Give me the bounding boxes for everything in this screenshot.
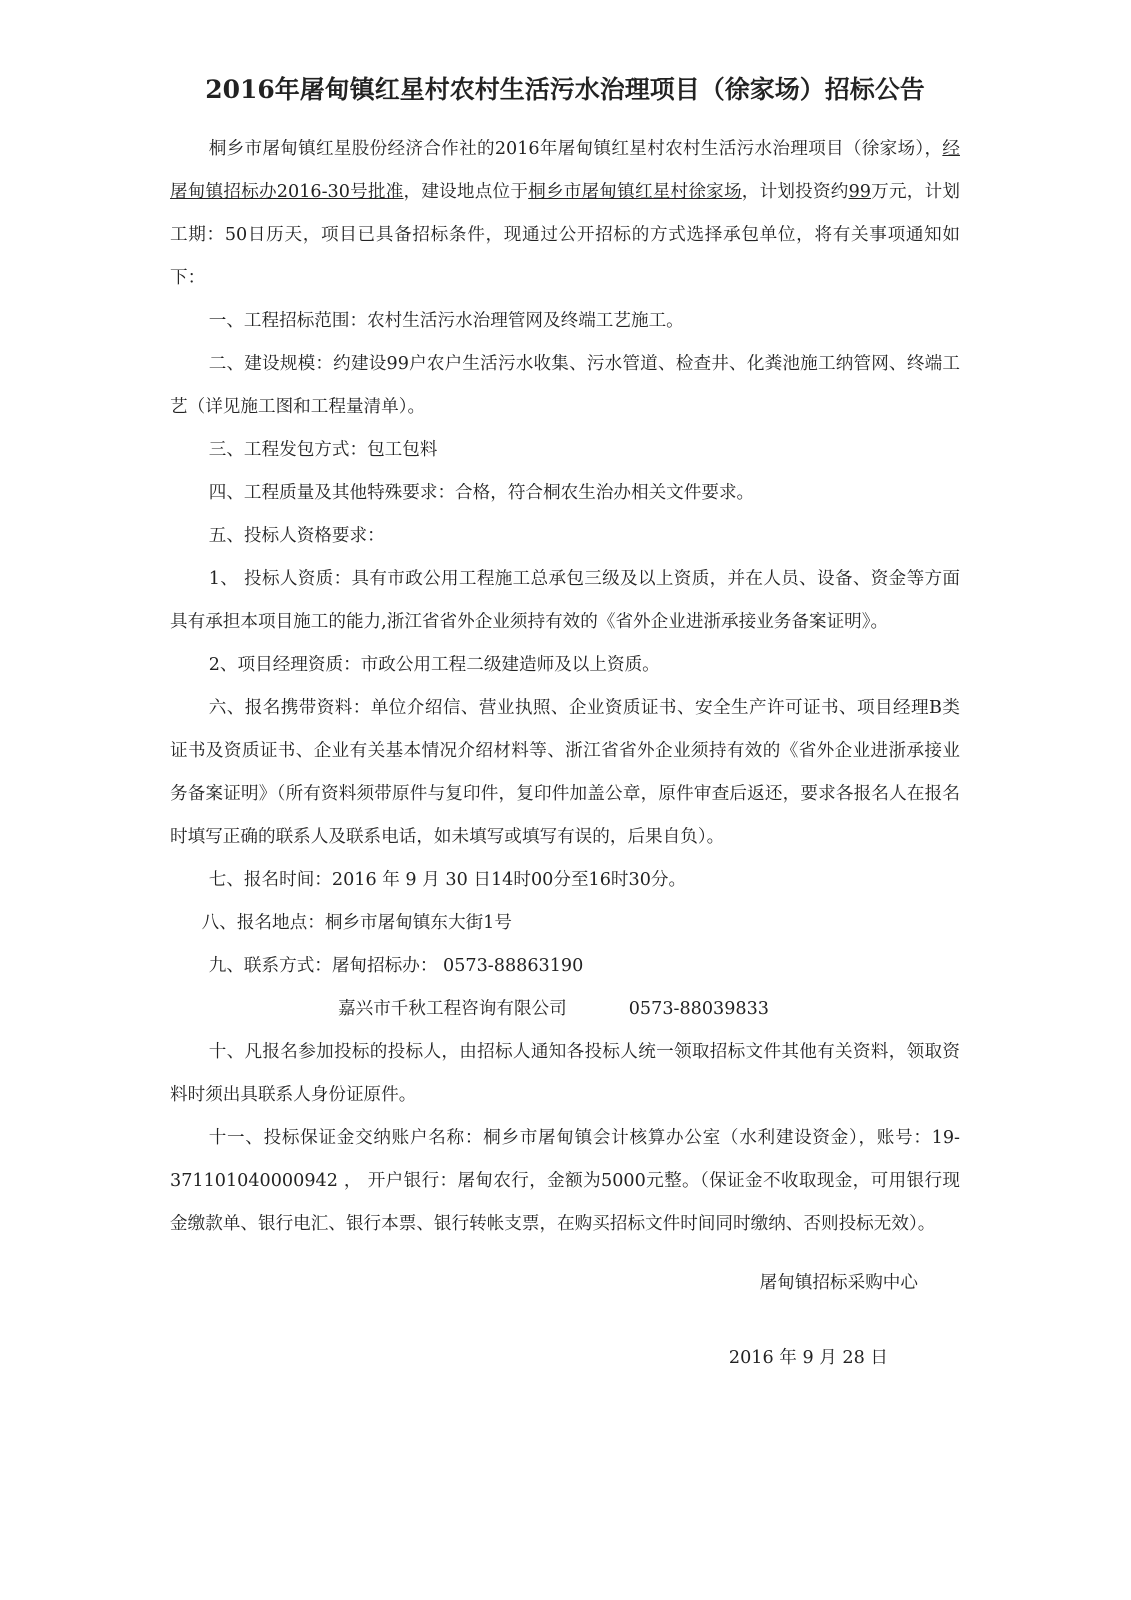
document-title: 2016年屠甸镇红星村农村生活污水治理项目（徐家场）招标公告 xyxy=(205,75,925,104)
item-9-contact-agent xyxy=(170,988,960,1031)
item-8-registration-place: 八、报名地点：桐乡市屠甸镇东大街1号 xyxy=(201,913,512,933)
item-7-registration-time: 七、报名时间：2016 年 9 月 30 日14时00分至16时30分。 xyxy=(208,870,687,890)
item-5-2-manager-qualification: 2、项目经理资质：市政公用工程二级建造师及以上资质。 xyxy=(208,655,660,675)
item-6-materials: 六、报名携带资料：单位介绍信、营业执照、企业资质证书、安全生产许可证书、项目经理B类证书及资质证书、企业有关基本情况介绍材料等、浙江省省外企业须持有效的《省外企业进浙承接业务备案证明》（所有资料须带原件与复印件，复印件加盖公章，原件审查后返还，要求各报名人在报名时填写正确的联系人及联系电话，如未填写或填写有误的，后果自负）。 xyxy=(170,698,960,847)
intro-part4: 万元，计划工期：50日历天，项目已具备招标条件，现通过公开招标的方式选择承包单位，将有关事项通知如下： xyxy=(170,182,960,288)
intro-part1: 桐乡市屠甸镇红星股份经济合作社的2016年屠甸镇红星村农村生活污水治理项目（徐家场）， xyxy=(208,139,943,159)
item-10-documents: 十、凡报名参加投标的投标人，由招标人通知各投标人统一领取招标文件其他有关资料，领取资料时须出具联系人身份证原件。 xyxy=(170,1042,960,1105)
agent-phone: 0573-88039833 xyxy=(628,999,770,1019)
item-1-scope: 一、工程招标范围：农村生活污水治理管网及终端工艺施工。 xyxy=(208,311,684,331)
item-2-scale: 二、建设规模：约建设99户农户生活污水收集、污水管道、检查井、化粪池施工纳管网、终端工艺（详见施工图和工程量清单）。 xyxy=(170,354,960,417)
signature-org: 屠甸镇招标采购中心 xyxy=(759,1273,918,1293)
item-9-contact: 九、联系方式：屠甸招标办： 0573-88863190 xyxy=(208,956,584,976)
intro-part2: ，建设地点位于 xyxy=(403,182,529,202)
document-page xyxy=(170,70,960,1380)
amount-text: 99 xyxy=(848,182,871,202)
item-5-qualification: 五、投标人资格要求： xyxy=(208,526,385,546)
approval-text: 经屠甸镇招标办2016-30号批准 xyxy=(170,139,960,202)
signature-date: 2016 年 9 月 28 日 xyxy=(728,1348,888,1368)
item-5-1-bidder-qualification: 1、 投标人资质：具有市政公用工程施工总承包三级及以上资质，并在人员、设备、资金等方面具有承担本项目施工的能力,浙江省省外企业须持有效的《省外企业进浙承接业务备案证明》。 xyxy=(170,569,960,632)
item-3-contract-mode: 三、工程发包方式：包工包料 xyxy=(208,440,438,460)
agent-name: 嘉兴市千秋工程咨询有限公司 xyxy=(338,999,567,1019)
item-4-quality: 四、工程质量及其他特殊要求：合格，符合桐农生治办相关文件要求。 xyxy=(208,483,755,503)
intro-part3: ，计划投资约 xyxy=(741,182,849,202)
item-11-deposit: 十一、投标保证金交纳账户名称：桐乡市屠甸镇会计核算办公室（水利建设资金），账号：19-371101040000942 ， 开户银行：屠甸农行，金额为5000元整。（保证金不收取现金，可用银行现金缴款单、银行电汇、银行本票、银行转帐支票，在购买招标文件时间同时缴纳、否则投标无效）。 xyxy=(170,1128,960,1234)
location-text: 桐乡市屠甸镇红星村徐家场 xyxy=(528,182,742,202)
intro-paragraph xyxy=(170,128,960,300)
